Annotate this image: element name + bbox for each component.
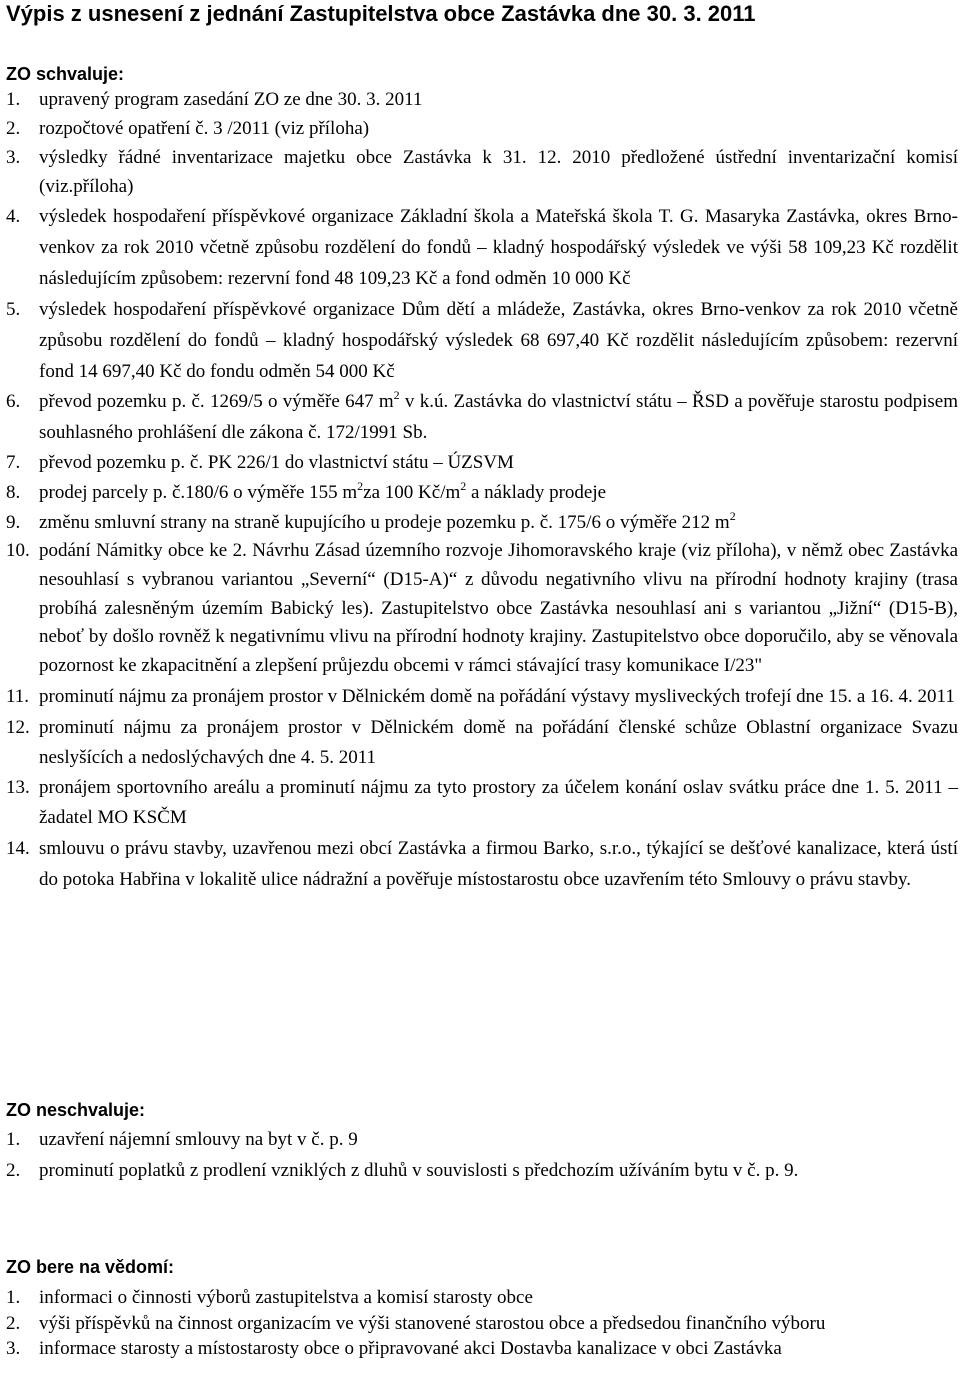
item-text: podání Námitky obce ke 2. Návrhu Zásad územního rozvoje Jihomoravského kraje (viz příloha), v němž obec Zastávka nesouhlasí s vybranou variantou „Severní“ (D15-A)“ z důvodu negativního vlivu na přírodní hodnoty krajiny (trasa probíhá zalesněným územím Babický les). Zastupitelstvo obce Zastávka nesouhlasí ani s variantou „Jižní“ (D15-B), neboť by došlo rovněž k negativnímu vlivu na přírodní hodnoty krajiny. Zastupitelstvo obce doporučilo, aby se věnovala pozornost ke zkapacitnění a zlepšení průjezdu obcemi v rámci stávající trasy komunikace I/23" bbox=[39, 540, 958, 676]
item-text: převod pozemku p. č. PK 226/1 do vlastnictví státu – ÚZSVM bbox=[39, 452, 514, 473]
list-bere-na-vedomi bbox=[6, 1285, 958, 1362]
list-item bbox=[6, 773, 958, 833]
list-neschvaluje bbox=[6, 1125, 958, 1186]
item-text-part: změnu smluvní strany na straně kupujícího u prodeje pozemku p. č. 175/6 o výměře 212 m bbox=[39, 511, 730, 533]
item-number: 2. bbox=[6, 1312, 21, 1334]
document-title: Výpis z usnesení z jednání Zastupitelstva obce Zastávka dne 30. 3. 2011 bbox=[6, 1, 756, 26]
item-text: pronájem sportovního areálu a prominutí nájmu za tyto prostory za účelem konání oslav svátku práce dne 1. 5. 2011 – žadatel MO KSČM bbox=[39, 776, 958, 828]
item-number: 4. bbox=[6, 206, 21, 228]
list-item bbox=[6, 115, 958, 144]
list-item bbox=[6, 1285, 958, 1311]
item-text bbox=[39, 387, 958, 448]
list-item bbox=[6, 448, 958, 478]
superscript: 2 bbox=[729, 508, 736, 523]
list-item bbox=[6, 294, 958, 387]
item-text-part: a náklady prodeje bbox=[466, 482, 607, 504]
item-text-part: v k.ú. Zastávka do vlastnictví státu – ŘSD a pověřuje starostu podpisem souhlasného prohlášení dle zákona č. 172/1991 Sb. bbox=[39, 391, 958, 443]
section-heading-bere-na-vedomi: ZO bere na vědomí: bbox=[6, 1257, 175, 1277]
item-text: prominutí nájmu za pronájem prostor v Dělnickém domě na pořádání výstavy mysliveckých trofejí dne 15. a 16. 4. 2011 bbox=[39, 686, 955, 708]
item-number: 12. bbox=[6, 717, 30, 739]
item-number: 3. bbox=[6, 147, 21, 169]
superscript: 2 bbox=[460, 479, 467, 494]
item-text: rozpočtové opatření č. 3 /2011 (viz příloha) bbox=[39, 117, 370, 139]
list-item bbox=[6, 478, 958, 508]
item-number: 1. bbox=[6, 1129, 21, 1150]
list-item bbox=[6, 201, 958, 294]
item-text: prominutí nájmu za pronájem prostor v Dělnickém domě na pořádání členské schůze Oblastní organizace Svazu neslyšících a nedoslýchavých dne 4. 5. 2011 bbox=[39, 717, 958, 769]
item-number: 14. bbox=[6, 837, 30, 859]
item-text: upravený program zasedání ZO ze dne 30. 3. 2011 bbox=[39, 89, 423, 110]
list-item bbox=[6, 833, 958, 895]
item-text bbox=[39, 509, 958, 538]
section-heading-schvaluje: ZO schvaluje: bbox=[6, 64, 125, 84]
item-text-part: prodej parcely p. č.180/6 o výměře 155 m bbox=[39, 482, 358, 504]
superscript: 2 bbox=[357, 479, 364, 494]
list-item bbox=[6, 143, 958, 201]
list-item bbox=[6, 509, 958, 538]
item-number: 11. bbox=[6, 686, 30, 708]
item-text: smlouvu o právu stavby, uzavřenou mezi obcí Zastávka a firmou Barko, s.r.o., týkající se dešťové kanalizace, která ústí do potoka Habřina v lokalitě ulice nádražní a pověřuje místostarostu obce uzavřením této Smlouvy o právu stavby. bbox=[39, 837, 958, 890]
item-number: 1. bbox=[6, 89, 21, 110]
item-text: výsledek hospodaření příspěvkové organizace Základní škola a Mateřská škola T. G. Masaryka Zastávka, okres Brno-venkov za rok 2010 včetně způsobu rozdělení do fondů – kladný hospodářský výsledek ve výši 58 109,23 Kč rozdělit následujícím způsobem: rezervní fond 48 109,23 Kč a fond odměn 10 000 Kč bbox=[39, 206, 958, 290]
item-text: informaci o činnosti výborů zastupitelstva a komisí starosty obce bbox=[39, 1287, 533, 1308]
list-item bbox=[6, 537, 958, 680]
list-item bbox=[6, 387, 958, 448]
item-text: výsledek hospodaření příspěvkové organizace Dům dětí a mládeže, Zastávka, okres Brno-venkov za rok 2010 včetně způsobu rozdělení do fondů – kladný hospodářský výsledek 68 697,40 Kč rozdělit následujícím způsobem: rezervní fond 14 697,40 Kč do fondu odměn 54 000 Kč bbox=[39, 299, 958, 383]
item-number: 1. bbox=[6, 1287, 21, 1308]
item-number: 2. bbox=[6, 1159, 21, 1181]
item-text: uzavření nájemní smlouvy na byt v č. p. 9 bbox=[39, 1129, 358, 1150]
item-number: 3. bbox=[6, 1338, 21, 1359]
item-number: 2. bbox=[6, 117, 21, 139]
item-text: výši příspěvků na činnost organizacím ve výši stanovené starostou obce a předsedou finančního výboru bbox=[39, 1312, 826, 1334]
item-number: 10. bbox=[6, 540, 30, 562]
list-item bbox=[6, 713, 958, 773]
item-text-part: převod pozemku p. č. 1269/5 o výměře 647 m bbox=[39, 391, 394, 413]
list-item bbox=[6, 1125, 958, 1156]
item-number: 9. bbox=[6, 511, 21, 533]
item-number: 13. bbox=[6, 776, 30, 798]
item-number: 8. bbox=[6, 482, 21, 504]
list-item bbox=[6, 86, 958, 115]
item-number: 6. bbox=[6, 391, 21, 413]
list-item bbox=[6, 1336, 958, 1362]
list-schvaluje bbox=[6, 86, 958, 895]
item-number: 7. bbox=[6, 452, 21, 473]
item-text bbox=[39, 478, 958, 508]
item-text: výsledky řádné inventarizace majetku obce Zastávka k 31. 12. 2010 předložené ústřední inventarizační komisí (viz.příloha) bbox=[39, 147, 958, 198]
item-text-part: za 100 Kč/m bbox=[363, 482, 461, 504]
list-item bbox=[6, 1156, 958, 1187]
list-item bbox=[6, 1311, 958, 1337]
item-number: 5. bbox=[6, 299, 21, 321]
item-text: prominutí poplatků z prodlení vzniklých z dluhů v souvislosti s předchozím užíváním bytu v č. p. 9. bbox=[39, 1159, 799, 1181]
item-text: informace starosty a místostarosty obce o připravované akci Dostavba kanalizace v obci Zastávka bbox=[39, 1338, 782, 1359]
list-item bbox=[6, 680, 958, 713]
superscript: 2 bbox=[393, 388, 400, 403]
section-heading-neschvaluje: ZO neschvaluje: bbox=[6, 1100, 146, 1120]
